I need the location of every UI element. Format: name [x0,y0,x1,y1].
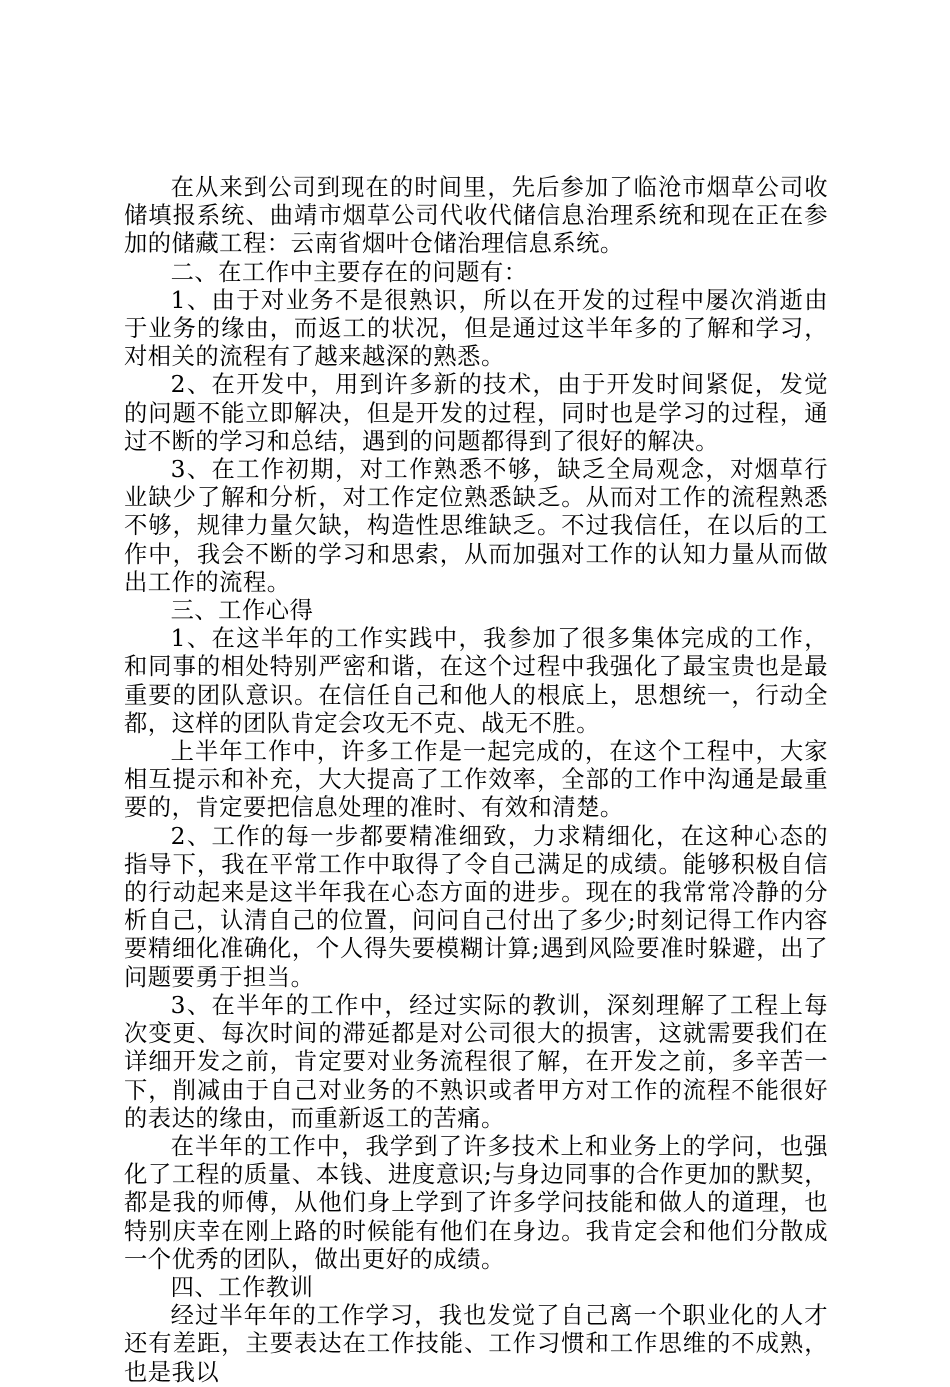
paragraph-lessons: 经过半年年的工作学习，我也发觉了自己离一个职业化的人才还有差距，主要表达在工作技能、工作习惯和工作思维的不成熟，也是我以 [124,1302,828,1386]
document-body [124,174,828,1387]
paragraph-experience-3: 3、在半年的工作中，经过实际的教训，深刻理解了工程上每次变更、每次时间的滞延都是对公司很大的损害，这就需要我们在详细开发之前，肯定要对业务流程很了解，在开发之前，多辛苦一下，削减由于自己对业务的不熟识或者甲方对工作的流程不能很好的表达的缘由，而重新返工的苦痛。 [124,991,828,1132]
paragraph-experience-1: 1、在这半年的工作实践中，我参加了很多集体完成的工作，和同事的相处特别严密和谐，在这个过程中我强化了最宝贵也是最重要的团队意识。在信任自己和他人的根底上，思想统一，行动全都，这样的团队肯定会攻无不克、战无不胜。 [124,625,828,737]
paragraph-experience-summary: 在半年的工作中，我学到了许多技术上和业务上的学问，也强化了工程的质量、本钱、进度意识;与身边同事的合作更加的默契，都是我的师傅，从他们身上学到了许多学问技能和做人的道理，也特别庆幸在刚上路的时候能有他们在身边。我肯定会和他们分散成一个优秀的团队，做出更好的成绩。 [124,1132,828,1273]
paragraph-experience-teamwork: 上半年工作中，许多工作是一起完成的，在这个工程中，大家相互提示和补充，大大提高了工作效率，全部的工作中沟通是最重要的，肯定要把信息处理的准时、有效和清楚。 [124,738,828,822]
section-heading-lessons: 四、工作教训 [170,1273,314,1301]
paragraph-problem-2: 2、在开发中，用到许多新的技术，由于开发时间紧促，发觉的问题不能立即解决，但是开发的过程，同时也是学习的过程，通过不断的学习和总结，遇到的问题都得到了很好的解决。 [124,371,828,455]
paragraph-experience-2: 2、工作的每一步都要精准细致，力求精细化，在这种心态的指导下，我在平常工作中取得了令自己满足的成绩。能够积极自信的行动起来是这半年我在心态方面的进步。现在的我常常冷静的分析自己，认清自己的位置，问问自己付出了多少;时刻记得工作内容要精细化准确化，个人得失要模糊计算;遇到风险要准时躲避，出了问题要勇于担当。 [124,822,828,991]
paragraph-problem-1: 1、由于对业务不是很熟识，所以在开发的过程中屡次消逝由于业务的缘由，而返工的状况，但是通过这半年多的了解和学习，对相关的流程有了越来越深的熟悉。 [124,286,828,371]
section-heading-problems: 二、在工作中主要存在的问题有： [170,258,528,286]
paragraph-problem-3: 3、在工作初期，对工作熟悉不够，缺乏全局观念，对烟草行业缺少了解和分析，对工作定位熟悉缺乏。从而对工作的流程熟悉不够，规律力量欠缺，构造性思维缺乏。不过我信任，在以后的工作中，我会不断的学习和思索，从而加强对工作的认知力量从而做出工作的流程。 [124,456,828,596]
section-heading-experience: 三、工作心得 [170,597,314,625]
paragraph-intro: 在从来到公司到现在的时间里，先后参加了临沧市烟草公司收储填报系统、曲靖市烟草公司代收代储信息治理系统和现在正在参加的储藏工程：云南省烟叶仓储治理信息系统。 [124,174,828,258]
